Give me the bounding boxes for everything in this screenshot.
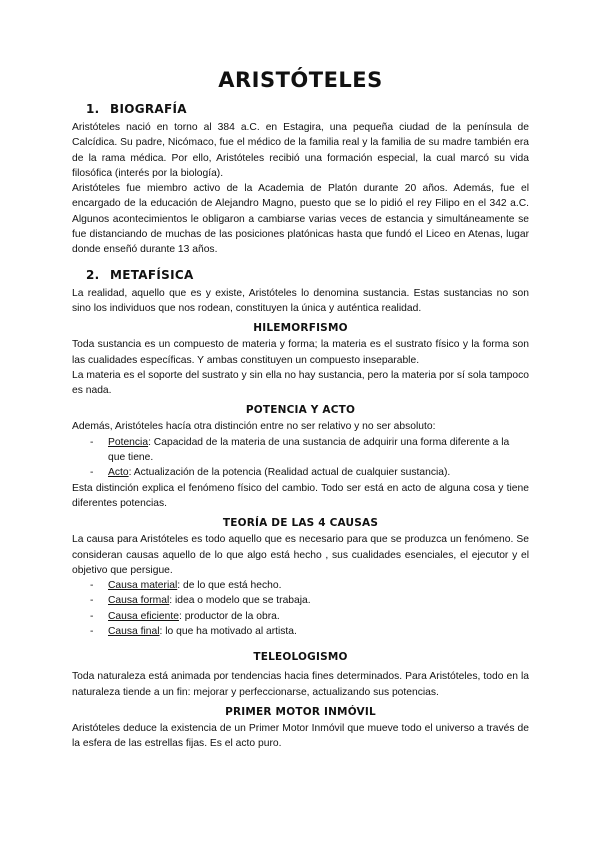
bullet-list [72, 578, 529, 639]
list-text: : lo que ha motivado al artista. [159, 626, 297, 638]
subsection-heading-hilemorfismo: HILEMORFISMO [253, 322, 348, 335]
list-term: Causa final [108, 626, 160, 638]
list-dash: - [90, 595, 94, 607]
subsection-heading-primer-motor: PRIMER MOTOR INMÓVIL [225, 705, 376, 718]
section-heading-biografia [86, 102, 529, 116]
section-number: 2. [86, 267, 100, 282]
paragraph: Aristóteles fue miembro activo de la Academia de Platón durante 20 años. Además, fue el encargado de la educación de Alejandro Magno, puesto que se lo pidió el rey Filipo en el 342 a.C. Algunos acontecimientos le obligaron a cambiarse varias veces de estancia y simultáneamente se fue distanciando de muchas de las posiciones platónicas hasta que fundó el Liceo en Atenas, lugar donde enseñó durante 13 años. [72, 183, 529, 256]
list-dash: - [90, 580, 94, 592]
list-item [72, 624, 529, 639]
list-dash: - [90, 467, 94, 479]
list-text: : Actualización de la potencia (Realidad actual de cualquier sustancia). [128, 467, 451, 479]
paragraph: La realidad, aquello que es y existe, Aristóteles lo denomina sustancia. Estas sustancias no son sino los individuos que nos rodean, constituyen la única y auténtica realidad. [72, 287, 529, 314]
subsection-heading-teleologismo: TELEOLOGISMO [253, 651, 348, 664]
list-dash: - [90, 626, 94, 638]
paragraph: Aristóteles nació en torno al 384 a.C. en Estagira, una pequeña ciudad de la península de Calcídica. Su padre, Nicómaco, fue el médico de la familia real y la familia de su madre también era de la rama médica. Por ello, Aristóteles recibió una formación especial, la cual marcó su vida filosófica (interés por la biología). [72, 122, 529, 179]
bullet-list [72, 435, 529, 481]
list-text: : Capacidad de la materia de una sustancia de adquirir una forma diferente a la que tiene. [108, 436, 510, 464]
list-text: : de lo que está hecho. [177, 580, 282, 592]
section-title: METAFÍSICA [110, 267, 194, 282]
section-number: 1. [86, 102, 100, 116]
list-item [72, 593, 529, 608]
paragraph: La materia es el soporte del sustrato y sin ella no hay sustancia, pero la materia por sí sola tampoco es nada. [72, 369, 529, 397]
document-page [72, 68, 529, 752]
subsection-heading-potencia-acto: POTENCIA Y ACTO [245, 404, 356, 417]
list-term: Causa material [108, 580, 178, 592]
paragraph: Esta distinción explica el fenómeno físico del cambio. Todo ser está en acto de alguna cosa y tiene diferentes potencias. [72, 482, 529, 509]
list-term: Causa formal [108, 595, 170, 607]
list-dash: - [90, 436, 94, 448]
paragraph: La causa para Aristóteles es todo aquello que es necesario para que se produzca un fenómeno. Se consideran causas aquello de lo que algo está hecho , sus cualidades esenciales, el ejecutor y el objetivo que persigue. [72, 534, 529, 576]
paragraph: Aristóteles deduce la existencia de un Primer Motor Inmóvil que mueve todo el universo a través de la esfera de las estrellas fijas. Es el acto puro. [72, 722, 529, 750]
list-term: Causa eficiente [108, 610, 179, 622]
section-title: BIOGRAFÍA [110, 102, 187, 116]
list-text: : idea o modelo que se trabaja. [169, 595, 311, 607]
list-dash: - [90, 610, 94, 622]
list-item [72, 435, 529, 466]
list-term: Potencia [108, 436, 149, 448]
list-term: Acto [108, 467, 129, 479]
list-item [72, 465, 529, 480]
list-item [72, 578, 529, 593]
paragraph: Además, Aristóteles hacía otra distinción entre no ser relativo y no ser absoluto: [72, 421, 436, 433]
subsection-heading-cuatro-causas: TEORÍA DE LAS 4 CAUSAS [222, 517, 379, 530]
paragraph: Toda naturaleza está animada por tendencias hacia fines determinados. Para Aristóteles, todo en la naturaleza tiende a un fin: mejorar y perfeccionarse, actualizando sus potencias. [72, 671, 529, 698]
page-title: ARISTÓTELES [218, 68, 383, 92]
list-item [72, 609, 529, 624]
paragraph: Toda sustancia es un compuesto de materia y forma; la materia es el sustrato físico y la forma son las cualidades específicas. Y ambas constituyen un compuesto inseparable. [72, 339, 529, 366]
list-text: : productor de la obra. [178, 610, 280, 622]
section-heading-metafisica [86, 268, 529, 282]
